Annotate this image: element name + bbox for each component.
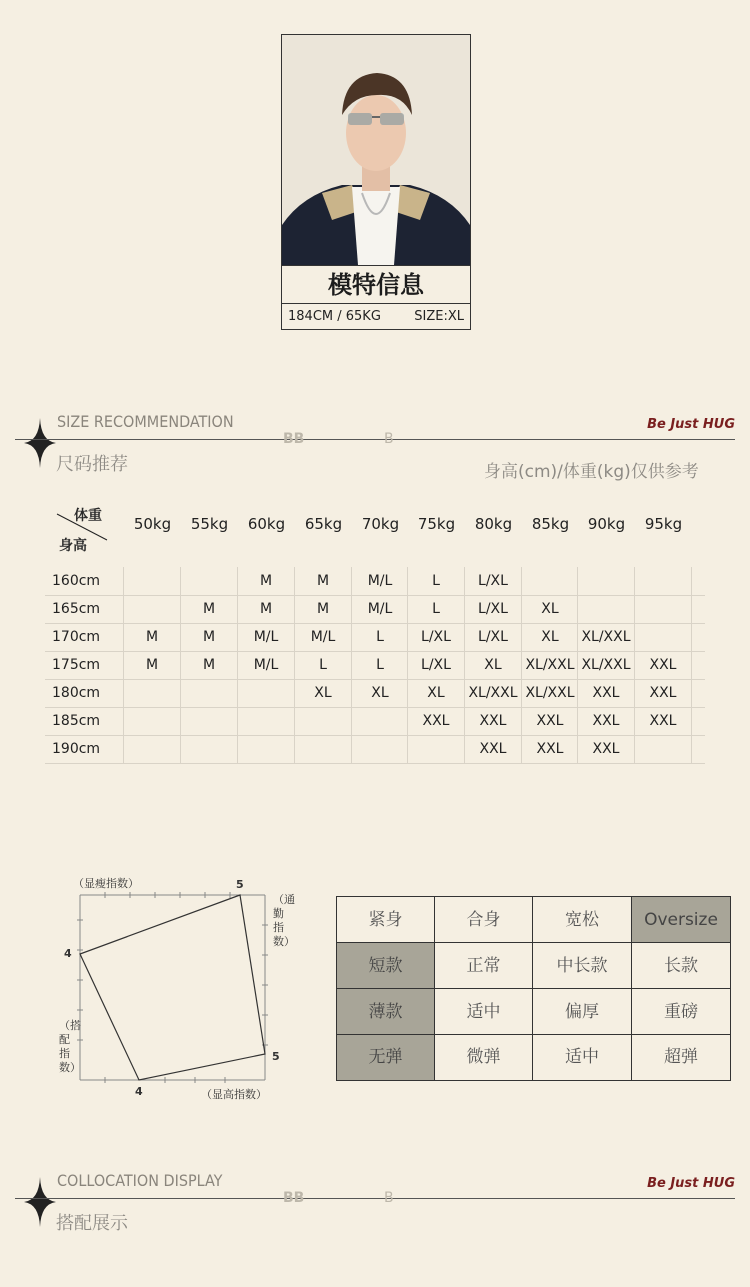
divider-line xyxy=(15,1198,735,1199)
size-cell xyxy=(124,707,180,735)
radar-label-top: （显瘦指数） xyxy=(73,877,139,890)
size-cell xyxy=(124,679,180,707)
fit-cell-selected: 短款 xyxy=(337,943,435,989)
fit-cell: 正常 xyxy=(435,943,533,989)
weight-header: 80kg xyxy=(474,515,513,533)
corner-cell xyxy=(55,500,110,554)
size-cell xyxy=(181,679,237,707)
fit-cell: 中长款 xyxy=(533,943,632,989)
fit-cell: 长款 xyxy=(632,943,730,989)
size-cell: XL/XXL xyxy=(581,629,631,645)
size-cell: L xyxy=(432,573,440,589)
size-cell xyxy=(578,595,634,623)
fit-cell-selected: 薄款 xyxy=(337,989,435,1035)
divider-line xyxy=(15,439,735,440)
size-cell: XXL xyxy=(592,713,620,729)
size-cell: M/L xyxy=(253,657,279,673)
grid-hline xyxy=(45,763,705,764)
size-cell xyxy=(635,595,691,623)
size-cell: L/XL xyxy=(478,573,508,589)
height-label: 190cm xyxy=(52,741,101,757)
bb-logo-icon: BB xyxy=(283,431,305,447)
fit-cell: 宽松 xyxy=(533,897,632,943)
size-cell: XL/XXL xyxy=(525,657,575,673)
size-cell: XL xyxy=(314,685,332,701)
fit-cell: 微弹 xyxy=(435,1035,533,1080)
size-cell: XXL xyxy=(479,741,507,757)
size-cell: L xyxy=(319,657,327,673)
size-cell xyxy=(181,735,237,763)
size-cell: XXL xyxy=(592,741,620,757)
size-cell: L xyxy=(376,657,384,673)
size-cell xyxy=(181,707,237,735)
radar-value-bottom: 4 xyxy=(135,1085,143,1098)
size-cell: XL xyxy=(484,657,502,673)
size-cell xyxy=(295,707,351,735)
weight-header: 90kg xyxy=(587,515,626,533)
collocation-section-header xyxy=(0,1164,750,1234)
height-label: 180cm xyxy=(52,685,101,701)
size-cell: M xyxy=(145,629,159,645)
sparkle-icon xyxy=(20,413,60,473)
model-size: SIZE:XL xyxy=(414,309,464,324)
model-photo xyxy=(282,35,470,265)
size-cell xyxy=(238,707,294,735)
fit-cell: 紧身 xyxy=(337,897,435,943)
height-label: 170cm xyxy=(52,629,101,645)
size-cell: L xyxy=(432,601,440,617)
size-cell xyxy=(124,595,180,623)
section-title-en: SIZE RECOMMENDATION xyxy=(57,412,234,431)
size-cell: M xyxy=(316,601,330,617)
size-cell: M xyxy=(202,601,216,617)
size-cell: L/XL xyxy=(478,629,508,645)
size-cell: M xyxy=(202,629,216,645)
radar-value-right: 5 xyxy=(272,1050,280,1063)
model-info-title: 模特信息 xyxy=(282,265,470,304)
height-label: 165cm xyxy=(52,601,101,617)
size-cell xyxy=(238,679,294,707)
size-cell: XXL xyxy=(649,657,677,673)
size-cell: XL/XXL xyxy=(468,685,518,701)
radar-label-bottom: （显高指数） xyxy=(201,1088,267,1101)
corner-height-label: 身高 xyxy=(59,538,87,554)
size-section-header xyxy=(0,405,750,482)
sparkle-icon xyxy=(20,1172,60,1232)
size-cell: XXL xyxy=(592,685,620,701)
model-height-weight: 184CM / 65KG xyxy=(288,309,381,324)
b-logo-icon: B xyxy=(384,1190,394,1206)
size-cell: XXL xyxy=(422,713,450,729)
size-cell xyxy=(124,735,180,763)
radar-chart xyxy=(55,875,295,1105)
fit-cell-selected: 无弹 xyxy=(337,1035,435,1080)
weight-header: 70kg xyxy=(361,515,400,533)
size-cell: XL xyxy=(541,629,559,645)
fit-cell: 合身 xyxy=(435,897,533,943)
weight-header: 60kg xyxy=(247,515,286,533)
fit-table xyxy=(336,896,731,1081)
weight-header: 85kg xyxy=(531,515,570,533)
size-cell xyxy=(635,735,691,763)
size-cell: XL/XXL xyxy=(581,657,631,673)
size-cell xyxy=(578,567,634,595)
radar-label-right: （通勤指数） xyxy=(273,893,295,948)
height-label: 175cm xyxy=(52,657,101,673)
size-cell: XXL xyxy=(479,713,507,729)
size-cell: XXL xyxy=(649,713,677,729)
size-cell: M xyxy=(259,601,273,617)
size-cell: L/XL xyxy=(421,657,451,673)
fit-cell: 偏厚 xyxy=(533,989,632,1035)
size-cell xyxy=(522,567,578,595)
weight-header: 50kg xyxy=(133,515,172,533)
fit-cell: 重磅 xyxy=(632,989,730,1035)
b-logo-icon: B xyxy=(384,431,394,447)
weight-header: 75kg xyxy=(417,515,456,533)
size-cell: M xyxy=(259,573,273,589)
size-table xyxy=(0,495,750,770)
section-title-zh: 搭配展示 xyxy=(56,1213,128,1234)
size-cell: XXL xyxy=(536,741,564,757)
size-note: 身高(cm)/体重(kg)仅供参考 xyxy=(484,462,699,482)
height-label: 160cm xyxy=(52,573,101,589)
height-label: 185cm xyxy=(52,713,101,729)
corner-weight-label: 体重 xyxy=(74,508,102,524)
radar-value-left: 4 xyxy=(64,947,72,960)
size-cell xyxy=(238,735,294,763)
size-cell: L/XL xyxy=(478,601,508,617)
size-cell xyxy=(352,735,408,763)
size-cell: M xyxy=(202,657,216,673)
size-cell: L/XL xyxy=(421,629,451,645)
size-cell: XXL xyxy=(649,685,677,701)
size-cell: M/L xyxy=(367,573,393,589)
fit-cell: 适中 xyxy=(435,989,533,1035)
weight-header: 95kg xyxy=(644,515,683,533)
size-cell: M xyxy=(145,657,159,673)
size-cell: M/L xyxy=(367,601,393,617)
model-info-row xyxy=(282,303,470,330)
size-cell xyxy=(295,735,351,763)
model-card xyxy=(281,34,471,330)
section-title-zh: 尺码推荐 xyxy=(56,454,128,475)
brand-logo: Be Just HUG xyxy=(647,417,735,432)
section-title-en: COLLOCATION DISPLAY xyxy=(57,1171,223,1190)
size-cell xyxy=(408,735,464,763)
radar-label-left: （搭配指数） xyxy=(59,1019,81,1074)
weight-header: 55kg xyxy=(190,515,229,533)
radar-polygon xyxy=(80,895,265,1080)
size-cell: M xyxy=(316,573,330,589)
fit-cell: 超弹 xyxy=(664,1047,698,1067)
size-cell: XL xyxy=(541,601,559,617)
fit-cell: 适中 xyxy=(533,1035,632,1080)
weight-header: 65kg xyxy=(304,515,343,533)
size-cell: M/L xyxy=(310,629,336,645)
size-cell: XL xyxy=(427,685,445,701)
size-cell xyxy=(352,707,408,735)
size-cell xyxy=(181,567,237,595)
size-cell xyxy=(635,623,691,651)
size-cell xyxy=(124,567,180,595)
size-cell: L xyxy=(376,629,384,645)
fit-cell-selected: Oversize xyxy=(632,897,730,943)
radar-value-top: 5 xyxy=(236,878,244,891)
brand-logo: Be Just HUG xyxy=(647,1176,735,1191)
size-cell: XL/XXL xyxy=(525,685,575,701)
bb-logo-icon: BB xyxy=(283,1190,305,1206)
size-cell: XL xyxy=(371,685,389,701)
size-cell: XXL xyxy=(536,713,564,729)
size-cell: M/L xyxy=(253,629,279,645)
grid-vline xyxy=(691,567,692,763)
size-cell xyxy=(635,567,691,595)
